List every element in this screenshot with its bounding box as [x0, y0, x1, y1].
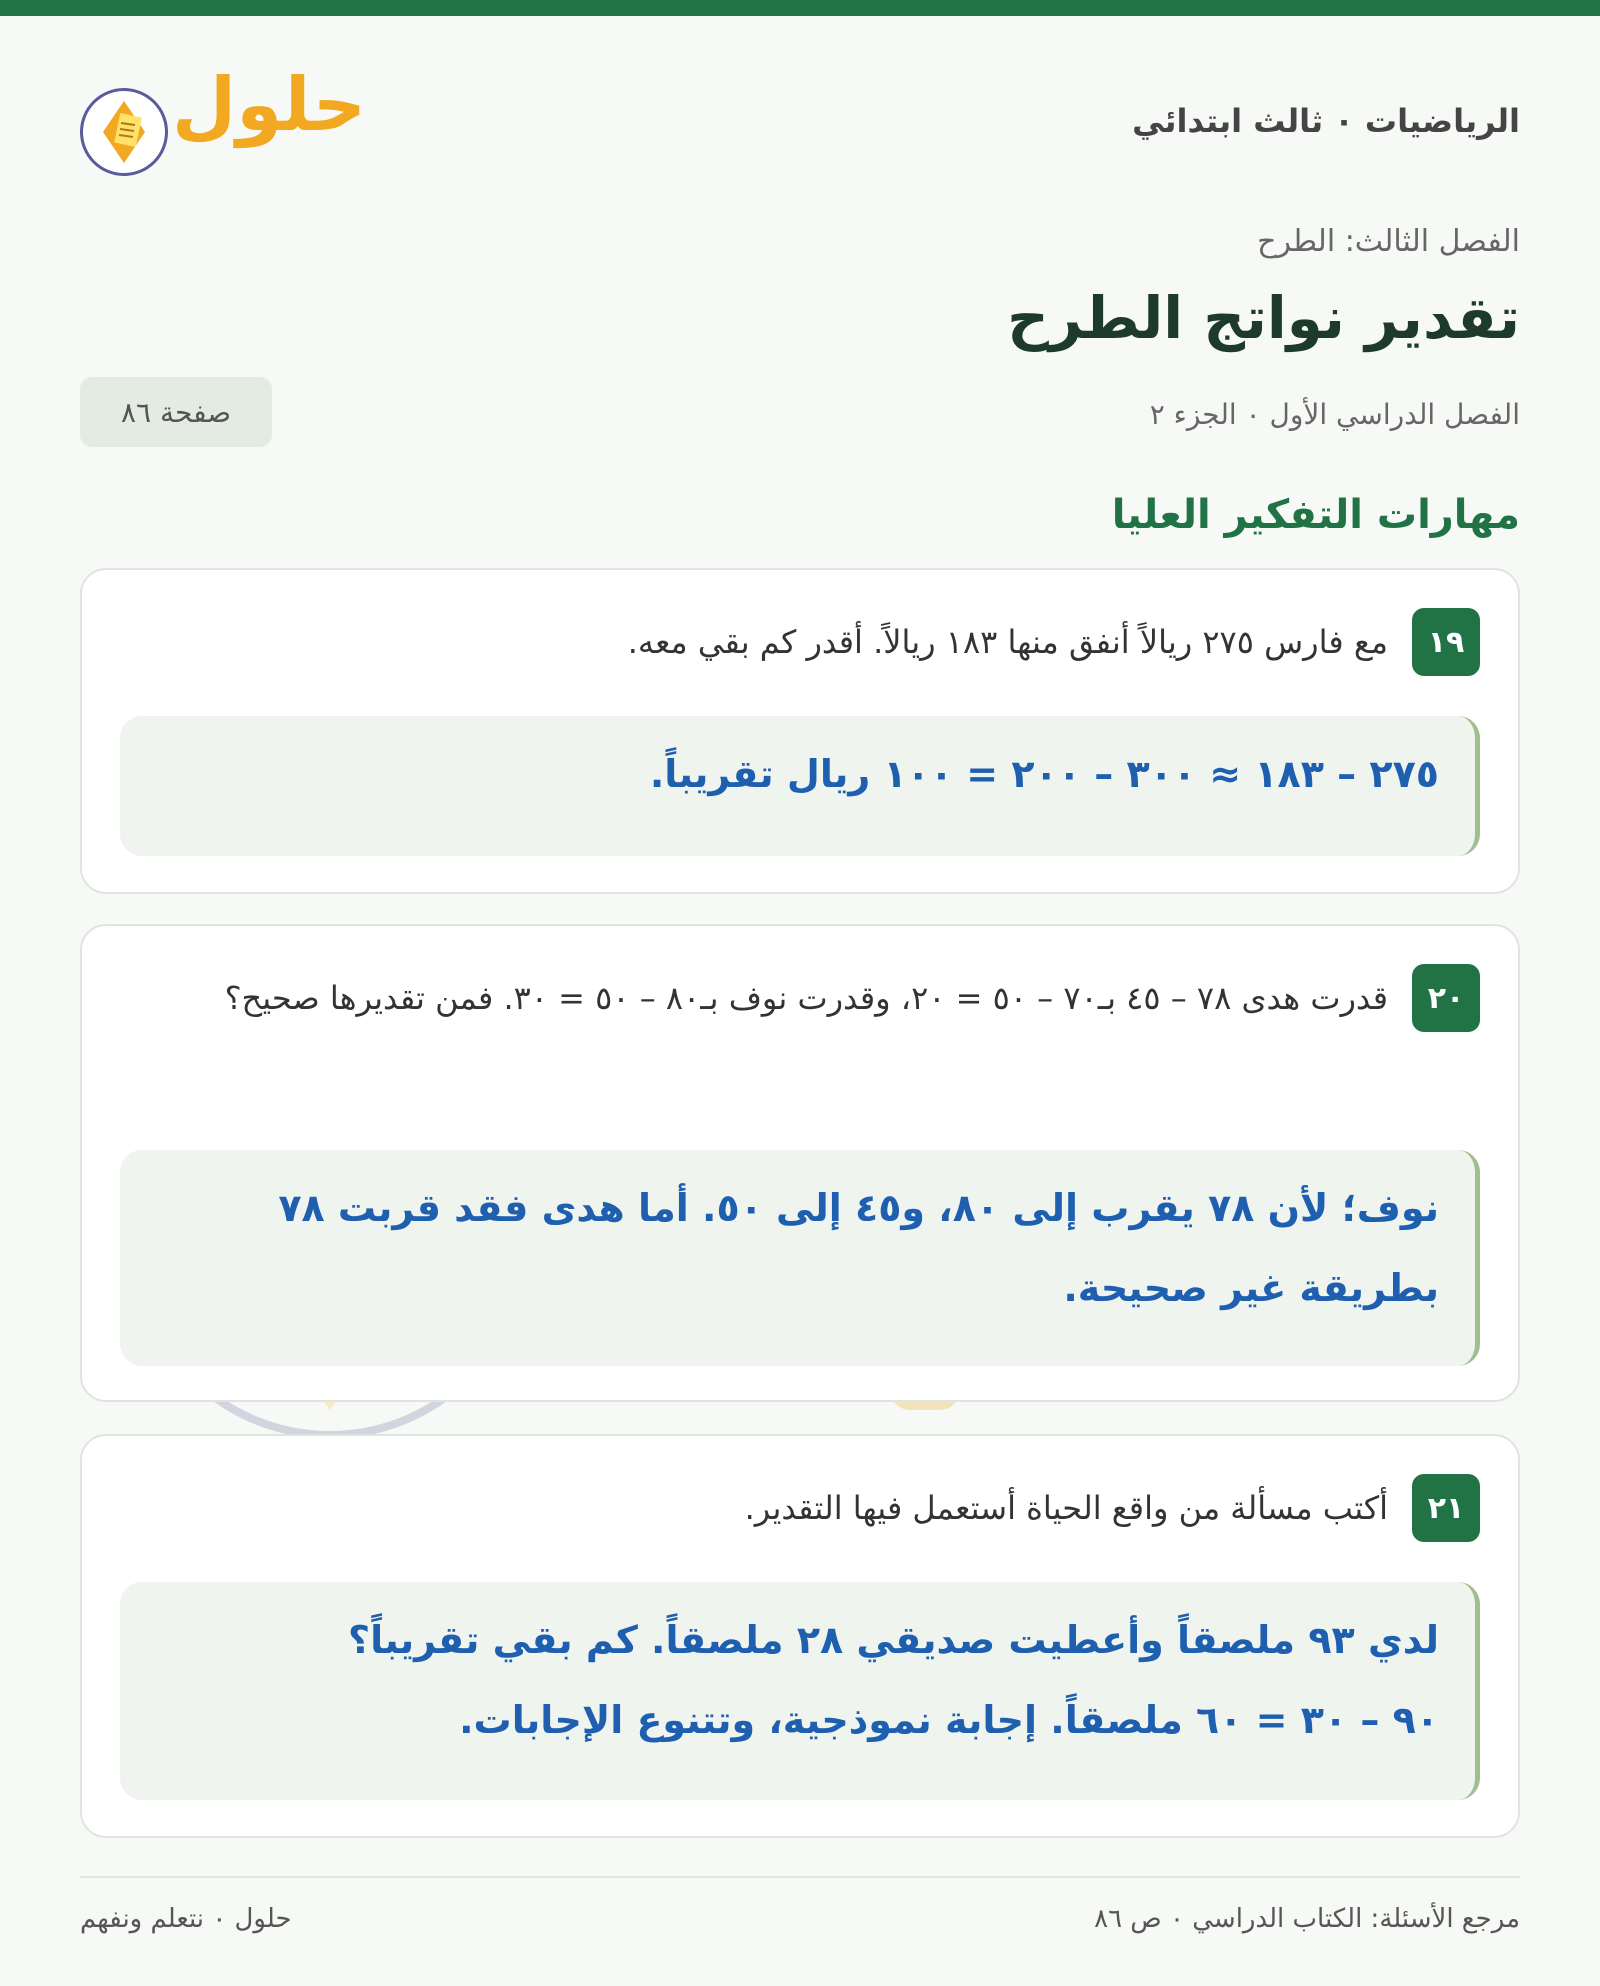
page-title: تقدير نواتج الطرح [1007, 284, 1520, 352]
question-card-19 [80, 568, 1520, 894]
logo-wordmark: حلول [172, 62, 367, 148]
semester-label: الفصل الدراسي الأول ٠ الجزء ٢ [1149, 398, 1520, 431]
section-title: مهارات التفكير العليا [1111, 492, 1520, 538]
question-number-badge: ٢٠ [1412, 964, 1480, 1032]
subject-grade: الرياضيات ٠ ثالث ابتدائي [1132, 102, 1520, 140]
answer-line: نوف؛ لأن ٧٨ يقرب إلى ٨٠، و٤٥ إلى ٥٠. أما هدى فقد قربت ٧٨ بطريقة غير صحيحة. [278, 1186, 1439, 1310]
question-number-badge: ٢١ [1412, 1474, 1480, 1542]
answer-line: ٩٠ – ٣٠ = ٦٠ ملصقاً. إجابة نموذجية، وتتنوع الإجابات. [459, 1698, 1439, 1742]
footer-brand: حلول ٠ نتعلم ونفهم [80, 1904, 292, 1934]
question-number-badge: ١٩ [1412, 608, 1480, 676]
answer-box [120, 1582, 1480, 1800]
hulul-logo[interactable] [80, 60, 380, 180]
answer-line: لدي ٩٣ ملصقاً وأعطيت صديقي ٢٨ ملصقاً. كم بقي تقريباً؟ [348, 1618, 1439, 1662]
answer-box [120, 716, 1480, 856]
footer-divider [80, 1876, 1520, 1878]
footer-reference: مرجع الأسئلة: الكتاب الدراسي ٠ ص ٨٦ [1094, 1904, 1520, 1934]
page-number-badge: صفحة ٨٦ [80, 377, 272, 447]
question-card-21 [80, 1434, 1520, 1838]
question-text: قدرت هدى ٧٨ – ٤٥ بـ٧٠ – ٥٠ = ٢٠، وقدرت نوف بـ٨٠ – ٥٠ = ٣٠. فمن تقديرها صحيح؟ [224, 979, 1388, 1017]
answer-line: ٢٧٥ – ١٨٣ ≈ ٣٠٠ – ٢٠٠ = ١٠٠ ريال تقريباً. [649, 752, 1439, 796]
question-text: أكتب مسألة من واقع الحياة أستعمل فيها التقدير. [744, 1489, 1388, 1527]
top-accent-bar [0, 0, 1600, 16]
answer-box [120, 1150, 1480, 1366]
chapter-label: الفصل الثالث: الطرح [1257, 224, 1520, 259]
question-card-20 [80, 924, 1520, 1402]
question-text: مع فارس ٢٧٥ ريالاً أنفق منها ١٨٣ ريالاً. أقدر كم بقي معه. [627, 623, 1388, 661]
book-logo-icon [80, 88, 168, 176]
page-header [80, 60, 1520, 180]
